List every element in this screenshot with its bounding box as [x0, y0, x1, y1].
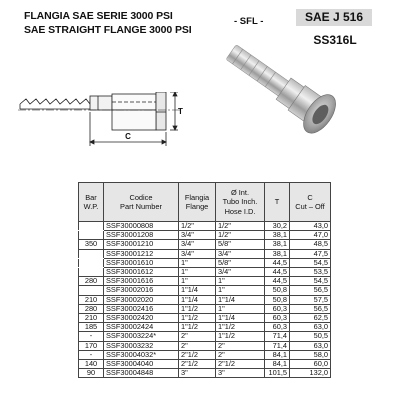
t-cell: 44,5 — [265, 268, 290, 277]
c-dimension-label: C — [125, 132, 131, 141]
bar-wp-cell — [79, 222, 104, 231]
bar-wp-cell: 280 — [79, 277, 104, 286]
title-italian: FLANGIA SAE SERIE 3000 PSI — [24, 10, 173, 22]
spec-table — [78, 182, 331, 378]
cut-off-cell: 60,0 — [290, 360, 331, 369]
flange-cell: 3/4" — [179, 231, 216, 240]
table-header-row — [79, 183, 331, 222]
t-cell: 60,3 — [265, 304, 290, 313]
cut-off-cell: 47,5 — [290, 249, 331, 258]
title-english: SAE STRAIGHT FLANGE 3000 PSI — [24, 24, 192, 36]
flange-cell: 3" — [179, 369, 216, 378]
bar-wp-cell: 170 — [79, 341, 104, 350]
t-dimension-label: T — [178, 107, 183, 116]
cut-off-cell: 58,0 — [290, 350, 331, 359]
t-cell: 38,1 — [265, 231, 290, 240]
hose-id-cell: 1"1/2 — [216, 332, 265, 341]
hose-id-cell: 5/8" — [216, 258, 265, 267]
table-row — [79, 369, 331, 378]
t-cell: 38,1 — [265, 240, 290, 249]
part-number-cell: SSF30004848 — [104, 369, 179, 378]
header-t: T — [265, 183, 290, 222]
part-number-cell: SSF30001208 — [104, 231, 179, 240]
part-number-cell: SSF30002416 — [104, 304, 179, 313]
header-hose: Ø Int. Tubo Inch. Hose I.D. — [216, 183, 265, 222]
flange-cell: 1"1/2 — [179, 304, 216, 313]
flange-cell: 2"1/2 — [179, 360, 216, 369]
hose-id-cell: 1" — [216, 304, 265, 313]
part-number-cell: SSF30004040 — [104, 360, 179, 369]
bar-wp-cell — [79, 286, 104, 295]
cut-off-cell: 54,5 — [290, 277, 331, 286]
hose-id-cell: 1"1/2 — [216, 323, 265, 332]
part-number-cell: SSF30002020 — [104, 295, 179, 304]
hose-id-cell: 1" — [216, 277, 265, 286]
bar-wp-cell: 280 — [79, 304, 104, 313]
hose-id-cell: 1"1/4 — [216, 295, 265, 304]
part-number-cell: SSF30000808 — [104, 222, 179, 231]
bar-wp-cell: 210 — [79, 314, 104, 323]
header-bar: Bar W.P. — [79, 183, 104, 222]
part-number-cell: SSF30001610 — [104, 258, 179, 267]
part-number-cell: SSF30001616 — [104, 277, 179, 286]
cut-off-cell: 50,5 — [290, 332, 331, 341]
standard-badge: SAE J 516 — [296, 9, 372, 26]
bar-wp-cell: 350 — [79, 240, 104, 249]
cut-off-cell: 56,5 — [290, 286, 331, 295]
flange-cell: 1/2" — [179, 222, 216, 231]
hose-id-cell: 2"1/2 — [216, 360, 265, 369]
bar-wp-cell: - — [79, 350, 104, 359]
hose-id-cell: 1"1/4 — [216, 314, 265, 323]
t-cell: 30,2 — [265, 222, 290, 231]
hose-id-cell: 2" — [216, 341, 265, 350]
flange-cell: 1" — [179, 258, 216, 267]
flange-cell: 3/4" — [179, 240, 216, 249]
hose-id-cell: 3/4" — [216, 268, 265, 277]
title-block — [24, 9, 192, 37]
flange-cell: 1"1/2 — [179, 314, 216, 323]
t-cell: 71,4 — [265, 341, 290, 350]
t-cell: 44,5 — [265, 258, 290, 267]
flange-cell: 2"1/2 — [179, 350, 216, 359]
technical-drawing — [18, 92, 188, 166]
part-number-cell: SSF30002016 — [104, 286, 179, 295]
bar-wp-cell — [79, 258, 104, 267]
bar-wp-cell: 185 — [79, 323, 104, 332]
hose-id-cell: 1/2" — [216, 231, 265, 240]
header-code: Codice Part Number — [104, 183, 179, 222]
flange-cell: 1"1/4 — [179, 286, 216, 295]
t-cell: 84,1 — [265, 360, 290, 369]
part-number-cell: SSF30001212 — [104, 249, 179, 258]
t-cell: 84,1 — [265, 350, 290, 359]
part-number-cell: SSF30001612 — [104, 268, 179, 277]
barb-profile-top — [20, 99, 90, 104]
bar-wp-cell: 210 — [79, 295, 104, 304]
cut-off-cell: 62,5 — [290, 314, 331, 323]
table-row — [79, 341, 331, 350]
flange-cell: 1"1/2 — [179, 323, 216, 332]
flange-head — [156, 92, 166, 130]
flange-cell: 2" — [179, 341, 216, 350]
t-cell: 50,8 — [265, 286, 290, 295]
hose-id-cell: 2" — [216, 350, 265, 359]
flange-cell: 1"1/4 — [179, 295, 216, 304]
cut-off-cell: 47,0 — [290, 231, 331, 240]
hose-id-cell: 3/4" — [216, 249, 265, 258]
flange-cell: 1" — [179, 277, 216, 286]
table-row — [79, 240, 331, 249]
material-label: SS316L — [313, 33, 357, 47]
photo-barbed-tail — [226, 45, 290, 98]
part-number-cell: SSF30003224* — [104, 332, 179, 341]
part-number-cell: SSF30003232 — [104, 341, 179, 350]
product-photo — [205, 42, 365, 152]
table-row — [79, 332, 331, 341]
part-number-cell: SSF30004032* — [104, 350, 179, 359]
t-cell: 38,1 — [265, 249, 290, 258]
hose-id-cell: 1/2" — [216, 222, 265, 231]
part-number-cell: SSF30001210 — [104, 240, 179, 249]
table-row — [79, 295, 331, 304]
cut-off-cell: 63,0 — [290, 341, 331, 350]
hose-id-cell: 5/8" — [216, 240, 265, 249]
t-cell: 44,5 — [265, 277, 290, 286]
bar-wp-cell — [79, 249, 104, 258]
series-code: - SFL - — [234, 16, 264, 27]
table-row — [79, 286, 331, 295]
part-number-cell: SSF30002420 — [104, 314, 179, 323]
t-cell: 60,3 — [265, 323, 290, 332]
hose-id-cell: 1" — [216, 286, 265, 295]
flange-cell: 3/4" — [179, 249, 216, 258]
header-c: C Cut – Off — [290, 183, 331, 222]
cut-off-cell: 53,5 — [290, 268, 331, 277]
bar-wp-cell: 140 — [79, 360, 104, 369]
t-cell: 101,5 — [265, 369, 290, 378]
cut-off-cell: 48,5 — [290, 240, 331, 249]
flange-cell: 1" — [179, 268, 216, 277]
cut-off-cell: 43,0 — [290, 222, 331, 231]
cut-off-cell: 54,5 — [290, 258, 331, 267]
cut-off-cell: 56,5 — [290, 304, 331, 313]
hose-id-cell: 3" — [216, 369, 265, 378]
part-number-cell: SSF30002424 — [104, 323, 179, 332]
cut-off-cell: 57,5 — [290, 295, 331, 304]
cut-off-cell: 132,0 — [290, 369, 331, 378]
t-cell: 60,3 — [265, 314, 290, 323]
table-row — [79, 249, 331, 258]
t-cell: 50,8 — [265, 295, 290, 304]
header-flange: Flangia Flange — [179, 183, 216, 222]
cut-off-cell: 63,0 — [290, 323, 331, 332]
t-cell: 71,4 — [265, 332, 290, 341]
flange-cell: 2" — [179, 332, 216, 341]
collar — [90, 96, 112, 110]
bar-wp-cell: 90 — [79, 369, 104, 378]
bar-wp-cell: - — [79, 332, 104, 341]
